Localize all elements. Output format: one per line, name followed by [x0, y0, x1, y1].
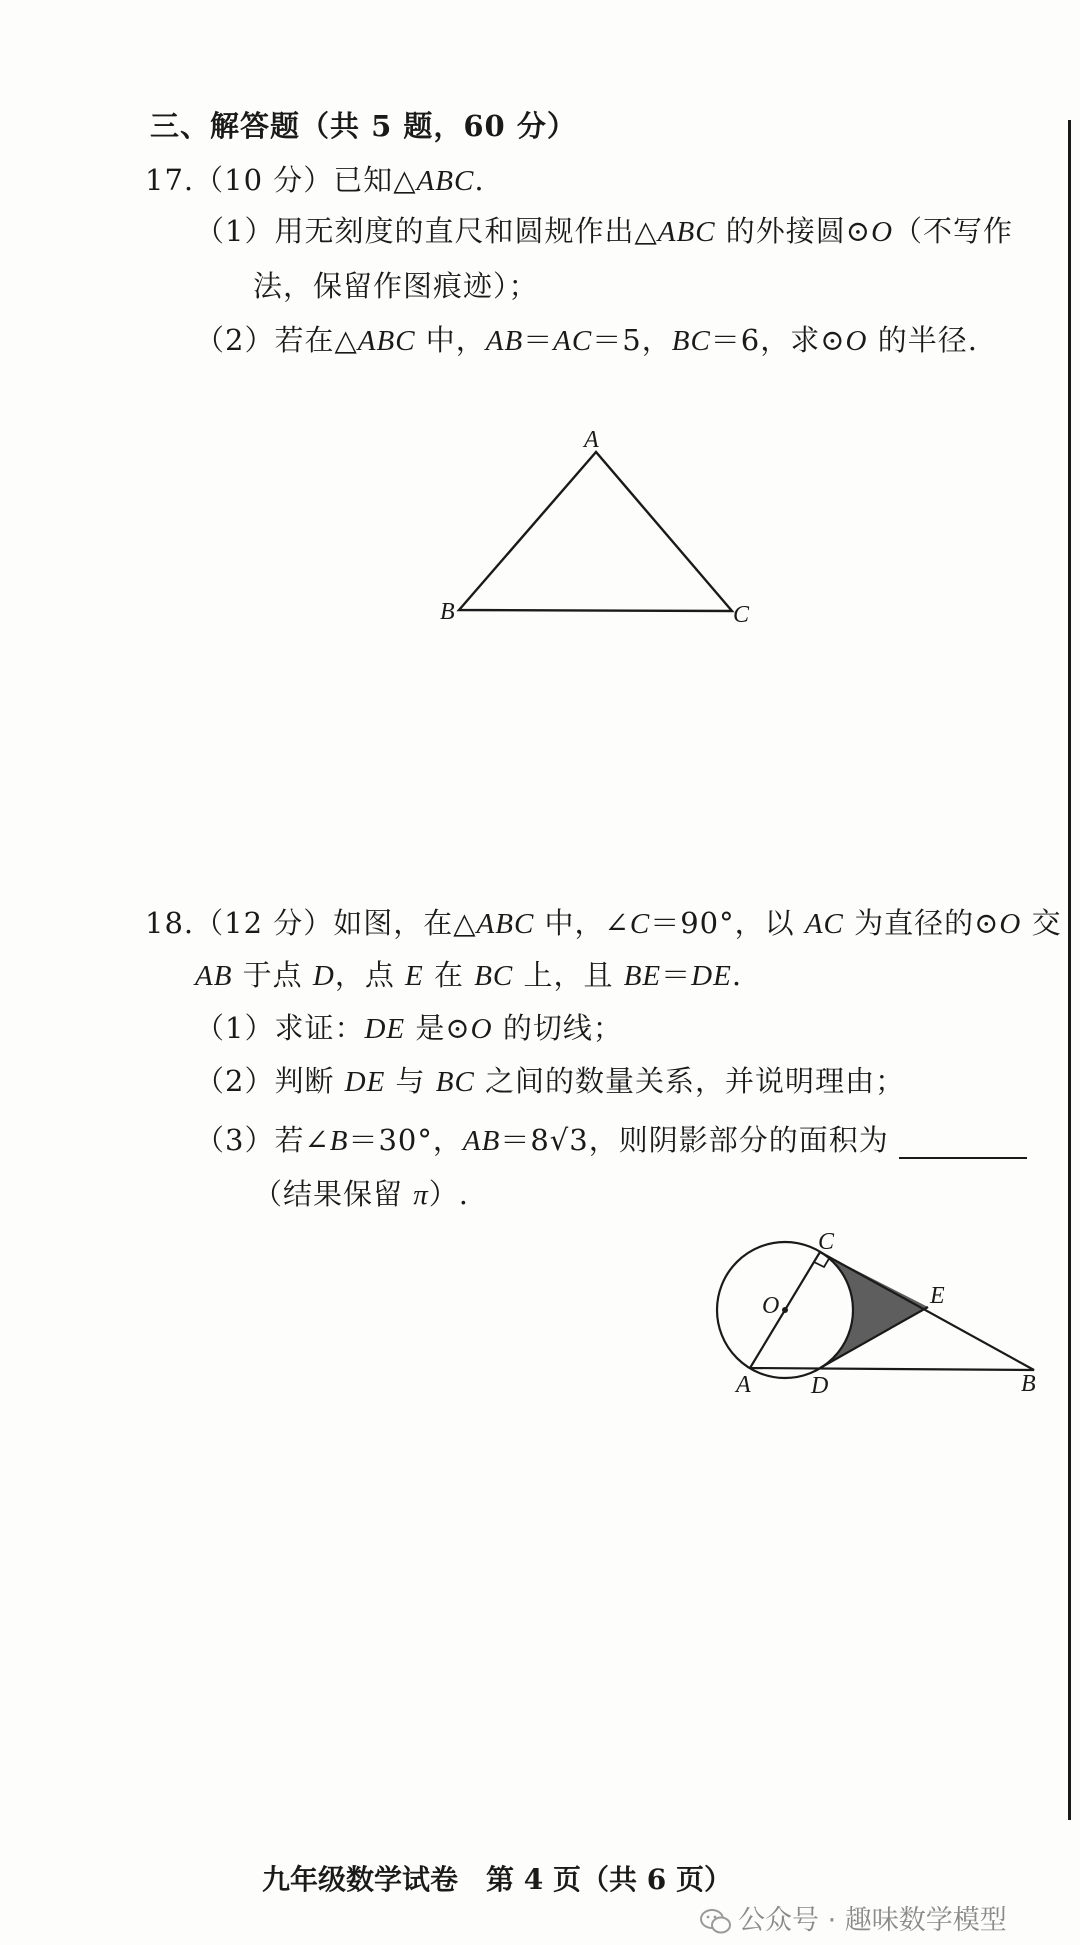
label-c: C [733, 602, 750, 628]
label-a: A [736, 1372, 751, 1398]
q18-header-cont: AB 于点 D，点 E 在 BC 上，且 BE＝DE. [195, 958, 743, 992]
watermark [700, 1898, 1007, 1937]
shaded-region [820, 1254, 928, 1368]
q18-part2: （2）判断 DE 与 BC 之间的数量关系，并说明理由； [195, 1064, 906, 1098]
label-c: C [818, 1229, 835, 1255]
label-b: B [440, 599, 455, 625]
q18-part3-cont: （结果保留 π）. [253, 1177, 469, 1211]
q18-part1: （1）求证：DE 是⊙O 的切线； [195, 1011, 623, 1045]
q17-part1: （1）用无刻度的直尺和圆规作出△ABC 的外接圆⊙O（不写作 [195, 214, 1014, 248]
page-footer: 九年级数学试卷 第 4 页（共 6 页） [262, 1863, 732, 1896]
section-title: 三、解答题（共 5 题，60 分） [150, 109, 577, 143]
label-e: E [930, 1283, 945, 1309]
label-o: O [762, 1293, 780, 1319]
q18-header: 18.（12 分）如图，在△ABC 中，∠C＝90°，以 AC 为直径的⊙O 交 [145, 906, 1062, 940]
label-d: D [811, 1373, 829, 1399]
label-a: A [584, 427, 599, 453]
q17-header: 17.（10 分）已知△ABC. [145, 163, 485, 197]
q18-part3: （3）若∠B＝30°，AB＝8√3，则阴影部分的面积为 [195, 1122, 1027, 1159]
q17-part2: （2）若在△ABC 中，AB＝AC＝5，BC＝6，求⊙O 的半径. [195, 323, 978, 357]
label-b: B [1021, 1371, 1036, 1397]
q17-part1-cont: 法，保留作图痕迹）； [253, 269, 539, 303]
center-point [782, 1307, 788, 1313]
wechat-icon [700, 1909, 732, 1935]
watermark-text: 公众号 · 趣味数学模型 [738, 1905, 1007, 1936]
